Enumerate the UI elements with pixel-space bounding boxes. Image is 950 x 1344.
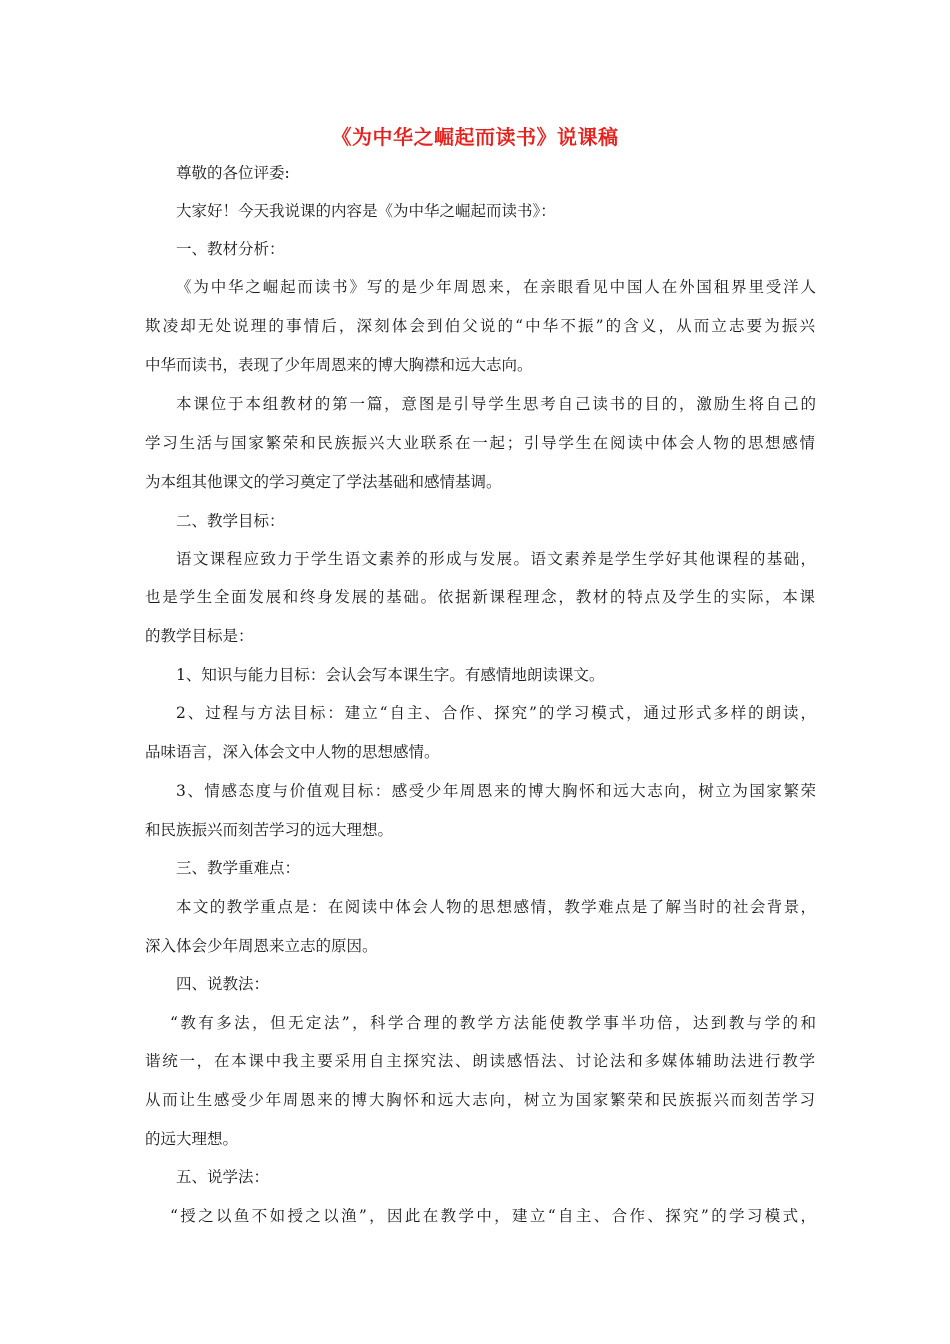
salutation: 尊敬的各位评委: xyxy=(176,164,290,182)
goal-item-2: 2、过程与方法目标：建立“自主、合作、探究”的学习模式，通过形式多样的朗读， xyxy=(176,704,816,722)
section-heading-4: 四、说教法： xyxy=(176,975,270,993)
section-heading-3: 三、教学重难点： xyxy=(176,859,301,877)
paragraph-line: 《为中华之崛起而读书》写的是少年周恩来，在亲眼看见中国人在外国租界里受洋人 xyxy=(176,278,816,296)
paragraph-line: 深入体会少年周恩来立志的原因。 xyxy=(145,937,378,955)
section-heading-1: 一、教材分析： xyxy=(176,240,285,258)
goal-item-3: 3、情感态度与价值观目标：感受少年周恩来的博大胸怀和远大志向，树立为国家繁荣 xyxy=(176,782,816,800)
paragraph-line: 的教学目标是： xyxy=(145,627,254,645)
paragraph-line: 学习生活与国家繁荣和民族振兴大业联系在一起；引导学生在阅读中体会人物的思想感情 xyxy=(145,434,815,452)
intro-line: 大家好！今天我说课的内容是《为中华之崛起而读书》： xyxy=(176,202,556,220)
goal-item-1: 1、知识与能力目标：会认会写本课生字。有感情地朗读课文。 xyxy=(176,666,605,684)
paragraph-line: 谐统一，在本课中我主要采用自主探究法、朗读感悟法、讨论法和多媒体辅助法进行教学 xyxy=(145,1052,815,1070)
paragraph-line: 的远大理想。 xyxy=(145,1130,239,1148)
paragraph-line: 从而让生感受少年周恩来的博大胸怀和远大志向，树立为国家繁荣和民族振兴而刻苦学习 xyxy=(145,1091,815,1109)
paragraph-line: “授之以鱼不如授之以渔”，因此在教学中，建立“自主、合作、探究”的学习模式， xyxy=(170,1207,816,1225)
section-heading-5: 五、说学法： xyxy=(176,1168,270,1186)
paragraph-line: 品味语言，深入体会文中人物的思想感情。 xyxy=(145,743,440,761)
paragraph-line: 中华而读书，表现了少年周恩来的博大胸襟和远大志向。 xyxy=(145,356,533,374)
paragraph-line: 语文课程应致力于学生语文素养的形成与发展。语文素养是学生学好其他课程的基础， xyxy=(176,550,816,568)
paragraph-line: 本课位于本组教材的第一篇，意图是引导学生思考自己读书的目的，激励生将自己的 xyxy=(176,395,816,413)
paragraph-line: 欺凌却无处说理的事情后，深刻体会到伯父说的“中华不振”的含义，从而立志要为振兴 xyxy=(145,317,815,335)
section-heading-2: 二、教学目标： xyxy=(176,512,285,530)
paragraph-line: 也是学生全面发展和终身发展的基础。依据新课程理念，教材的特点及学生的实际，本课 xyxy=(145,588,815,606)
paragraph-line: “教有多法，但无定法”，科学合理的教学方法能使教学事半功倍，达到教与学的和 xyxy=(170,1014,816,1032)
document-title: 《为中华之崛起而读书》说课稿 xyxy=(331,125,619,149)
paragraph-line: 和民族振兴而刻苦学习的远大理想。 xyxy=(145,821,394,839)
paragraph-line: 本文的教学重点是：在阅读中体会人物的思想感情，教学难点是了解当时的社会背景， xyxy=(176,898,816,916)
paragraph-line: 为本组其他课文的学习奠定了学法基础和感情基调。 xyxy=(145,473,502,491)
